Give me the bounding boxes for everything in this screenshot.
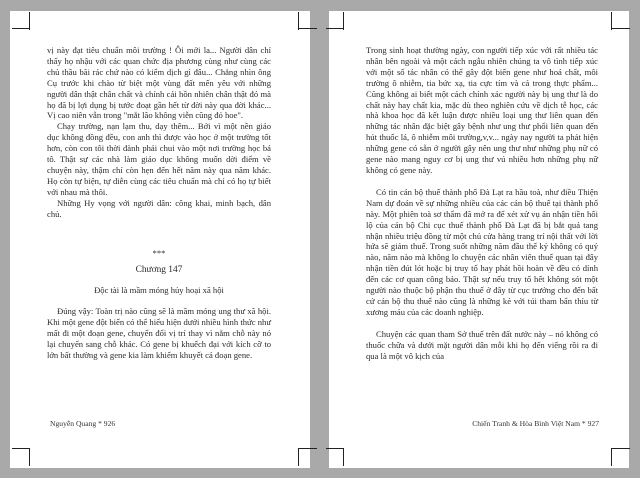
crop-mark [343, 448, 344, 466]
crop-mark [12, 28, 30, 29]
page-footer: Nguyễn Quang * 926 [50, 419, 116, 428]
crop-mark [298, 448, 299, 466]
chapter-subtitle: Độc tài là mầm móng hủy hoại xã hội [94, 285, 224, 296]
section-separator: *** [152, 247, 166, 258]
crop-mark [612, 28, 630, 29]
paragraph: Chuyện các quan tham Sở thuế trên đất nước này – nó không có thuốc chữa và dưới mặt người dân mỗi khi họ đến viếng rồi ra đi qua là một vô kịch của [366, 328, 598, 361]
crop-mark [299, 448, 317, 449]
crop-mark [299, 28, 317, 29]
paragraph: vị này đạt tiêu chuẩn môi trường ! Ôi mới la... Người dân chỉ thấy họ nhậu với các quan chức địa phương cùng như cùng các chủ thầu bãi rác chứ nào có kiểm dịch gì đâu... Chẳng nhìn ông Cụ trước khi chào từ biệt một vùng đất mến yêu với những người dân thật chân chất và chính cái hồn nhiên chân thật đó mà họ đã bị lợi dụng bị tước đoạt gần hết từ đời này qua đời khác... Vị cao niên vẫn trong "mắt lão không viễn cũng đỏ hoe". [47, 45, 271, 121]
crop-mark [612, 448, 630, 449]
chapter-title: Chương 147 [135, 265, 183, 276]
paragraph: Có tin cán bộ thuế thành phố Đà Lạt ra hầu toà, như điều Thiện Nam dự đoán về sự những nhiều của các cán bộ thuế tại thành phố này. Một phiên toà sơ thẩm đã mở ra để xét xử vụ án nhận tiền hối lộ của cán bộ Chi cục thuế thành phố Đà Lạt đã bị bắt quả tang nhận nhiều triệu đồng từ một chủ cửa hàng trang trí nội thất với lời hứa sẽ giảm thuế. Trong suốt những năm đầu thế kỷ không có quý nào, năm nào mà không lo chuyện các nhân viên thuế quan tại đây nhận tiền đút lót hoặc bị truy tố hay phát hồi hoàn về đều có dính đến các cơ quan công bảo. Thật sự nếu truy tố hết không sót một người nào thuộc bộ phận thu thuế ở đây từ cục trưởng cho đến bất cứ cán bộ thu thuế nào cũng là những kẻ với túi tham bẩn thỉu từ xương máu của các doanh nghiệp. [366, 186, 598, 317]
paragraph: Chạy trường, nạn lạm thu, dạy thêm... Bởi vì một nền giáo dục không đồng đều, con anh thì được vào học ở một trường tốt hơn, còn con tôi thời đành phải chui vào một nơi trường học bá tô. Thật sự các nhà làm giáo dục không muốn dời điểm về chuyện này, thậm chí còn hẹn đến hết năm này qua năm khác. Họ còn tự biện, tự diễn cùng các tiêu chuẩn mà chỉ có họ tự biết với nhau mà thôi. [47, 121, 271, 197]
crop-mark [326, 28, 344, 29]
crop-mark [29, 448, 30, 466]
paragraph: Đúng vậy: Toàn trị nào cũng sẽ là mầm móng ung thư xã hội. Khi một gene đột biến có thể hiểu hiện dưới nhiều hình thức như mất đi một đoạn gene, chuyển đổi vị trí thay vì nằm chỗ này nó lại chuyển sang chỗ khác. Có gene bị khuếch đại với kích cỡ to lớn bất thường và gene kia làm khiếm khuyết cả đoạn gene. [47, 306, 271, 360]
crop-mark [611, 448, 612, 466]
page-footer: Chiến Tranh & Hòa Bình Việt Nam * 927 [472, 419, 599, 428]
left-page [10, 11, 310, 468]
left-page-text [47, 45, 271, 361]
crop-mark [12, 448, 30, 449]
crop-mark [326, 448, 344, 449]
right-page [329, 11, 629, 468]
paragraph: Những Hy vọng với người dân: công khai, minh bạch, dân chủ. [47, 197, 271, 219]
right-page-text [366, 45, 598, 361]
paragraph: Trong sinh hoạt thường ngày, con người tiếp xúc với rất nhiều tác nhân bên ngoài và một cách ngẫu nhiên chúng ta vô tình tiếp xúc với một số tác nhân có thể gây đột biến gene như hoá chất, môi trường ô nhiễm, tia bức xạ, tia cực tím và cả trong thực phẩm... Cũng không ai biết một cách chính xác người này bị ung thư là do chất này hay chất kia, mặc dù theo nghiên cứu về dịch tễ học, các nhà khoa học đã kết luận được nhiều loại ung thư liên quan đến những tác nhân đặc biệt gây bệnh như ung thư phổi liên quan đến hút thuốc lá, ô nhiễm môi trường,v,v... ngày nay người ta phát hiện những gene có sẵn ở người gây nên ung thư như những phụ nữ có gene nào mang nguy cơ bị ung thư vú nhiều hơn những phụ nữ không có gene này. [366, 45, 598, 175]
